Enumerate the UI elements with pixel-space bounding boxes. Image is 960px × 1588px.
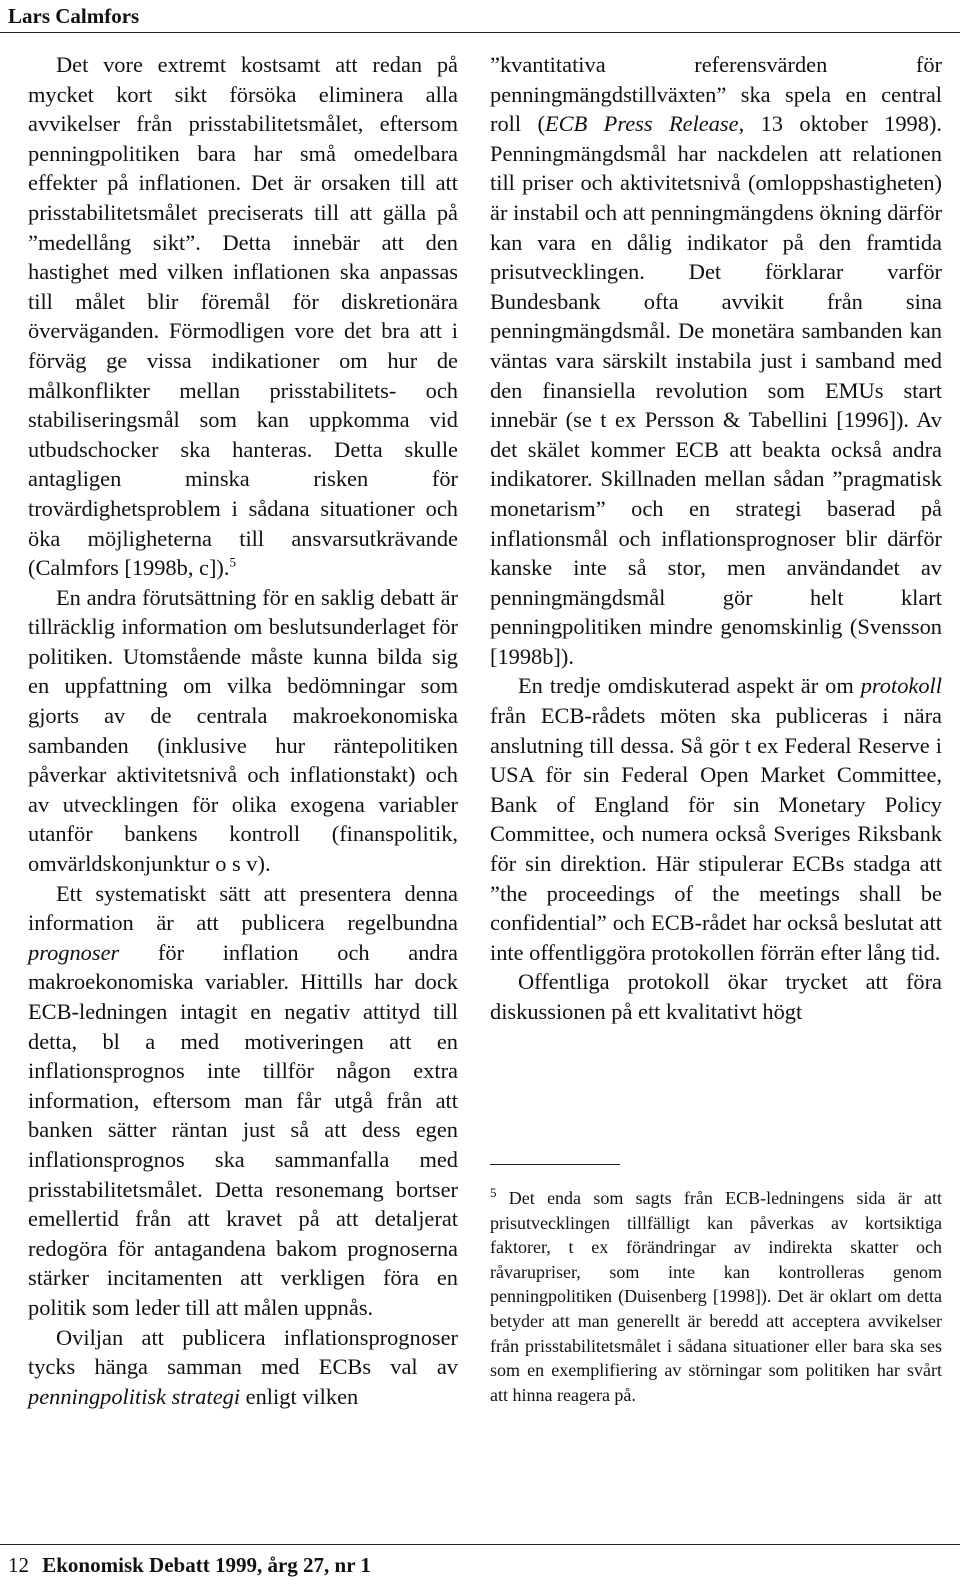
running-header-author: Lars Calmfors	[8, 4, 140, 28]
left-column	[28, 50, 458, 1411]
footnote-text: Det enda som sagts från ECB-ledningens sida är att prisutvecklingen tillfälligt kan påverkas av kortsiktiga faktorer, t ex förändringar av indirekta skatter och råvarupriser, som inte kan kontrolleras genom penningpolitiken (Duisenberg [1998]). Det är oklart om detta betyder att man generellt är beredd att acceptera avvikelser från prisstabilitetsmålet i sådana situationer eller bara ska ses som en exemplifiering av störningar som politiken har svårt att hinna reagera på.	[490, 1188, 942, 1405]
page-footer	[8, 1553, 371, 1578]
page-number: 12	[8, 1553, 29, 1577]
paragraph: Offentliga protokoll ökar trycket att föra diskussionen på ett kvalitativt högt	[490, 969, 942, 1024]
emphasis: protokoll	[860, 673, 942, 699]
paragraph: ”kvantitativa referensvärden för penningmängdstillväxten” ska spela en central roll (ECB Press Release, 13 oktober 1998). Penningmängdsmål har nackdelen att relationen till priser och aktivitetsnivå (omloppshastigheten) är instabil och att penningmängdens ökning därför kan vara en dålig indikator på den framtida prisutvecklingen. Det förklarar varför Bundesbank ofta avvikit från sina penningmängdsmål. De monetära sambanden kan väntas vara särskilt instabila just i samband med den finansiella revolution som EMUs start innebär (se t ex Persson & Tabellini [1996]). Av det skälet kommer ECB att beakta också andra indikatorer. Skillnaden mellan sådan ”pragmatisk monetarism” och en strategi baserad på inflationsmål och inflationsprognoser blir därför kanske inte så stor, men användandet av penningmängdsmål gör helt klart penningpolitiken mindre genomskinlig (Svensson [1998b]).	[490, 52, 943, 669]
paragraph: En tredje omdiskuterad aspekt är om protokoll från ECB-rådets möten ska publiceras i nära anslutning till dessa. Så gör t ex Federal Reserve i USA för sin Federal Open Market Committee, Bank of England för sin Monetary Policy Committee, och numera också Sveriges Riksbank för sin direktion. Här stipulerar ECBs stadga att ”the proceedings of the meetings shall be confidential” och ECB-rådet har också beslutat att inte offentliggöra protokollen förrän efter lång tid.	[490, 673, 942, 965]
paragraph-text: Det vore extremt kostsamt att redan på mycket kort sikt försöka eliminera alla avvikelser från prisstabilitetsmålet, eftersom penningpolitiken bara har små omedelbara effekter på inflationen. Det är orsaken till att prisstabilitetsmålet preciserats till att gälla på ”medellång sikt”. Detta innebär att den hastighet med vilken inflationen ska anpassas till målet blir föremål för diskretionära överväganden. Förmodligen vore det bra att i förväg ge vissa indikationer om hur de målkonflikter mellan prisstabilitets- och stabiliseringsmål som kan uppkomma vid utbudschocker ska hanteras. Detta skulle antagligen minska risken för trovärdighetsproblem i sådana situationer och öka möjligheterna till ansvarsutkrävande (Calmfors [1998b, c]).	[28, 52, 458, 581]
footnote	[490, 1186, 942, 1407]
paragraph: Ett systematiskt sätt att presentera denna information är att publicera regelbundna prognoser för inflation och andra makroekonomiska variabler. Hittills har dock ECB-ledningen intagit en negativ attityd till detta, bl a med motiveringen att en inflationsprognos inte tillför någon extra information, eftersom man får utgå från att banken sätter räntan just så att dess egen inflationsprognos ska sammanfalla med prisstabilitetsmålet. Detta resonemang bortser emellertid från att kravet på att detaljerat redogöra för antagandena bakom prognoserna stärker incitamenten att verkligen föra en politik som leder till att målen uppnås.	[28, 880, 458, 1320]
emphasis: ECB Press Release	[544, 111, 739, 137]
emphasis: prognoser	[28, 939, 120, 965]
header-divider	[0, 32, 960, 33]
footnote-divider	[490, 1164, 620, 1165]
footer-divider	[0, 1544, 960, 1545]
journal-title: Ekonomisk Debatt 1999, årg 27, nr 1	[42, 1553, 371, 1577]
right-column	[490, 50, 942, 1027]
footnote-reference[interactable]: 5	[229, 554, 236, 570]
emphasis: penningpolitisk strategi	[28, 1383, 241, 1409]
paragraph	[28, 50, 458, 583]
paragraph: En andra förutsättning för en saklig debatt är tillräcklig information om beslutsunderlaget för politiken. Utomstående måste kunna bilda sig en uppfattning om vilka bedömningar som gjorts av de centrala makroekonomiska sambanden (inklusive hur räntepolitiken påverkar aktivitetsnivå och inflationstakt) och av utvecklingen för olika exogena variabler utanför bankens kontroll (finanspolitik, omvärldskonjunktur o s v).	[28, 584, 458, 877]
footnote-number: 5	[490, 1185, 497, 1200]
paragraph: Oviljan att publicera inflationsprognoser tycks hänga samman med ECBs val av penningpolitisk strategi enligt vilken	[28, 1324, 458, 1409]
